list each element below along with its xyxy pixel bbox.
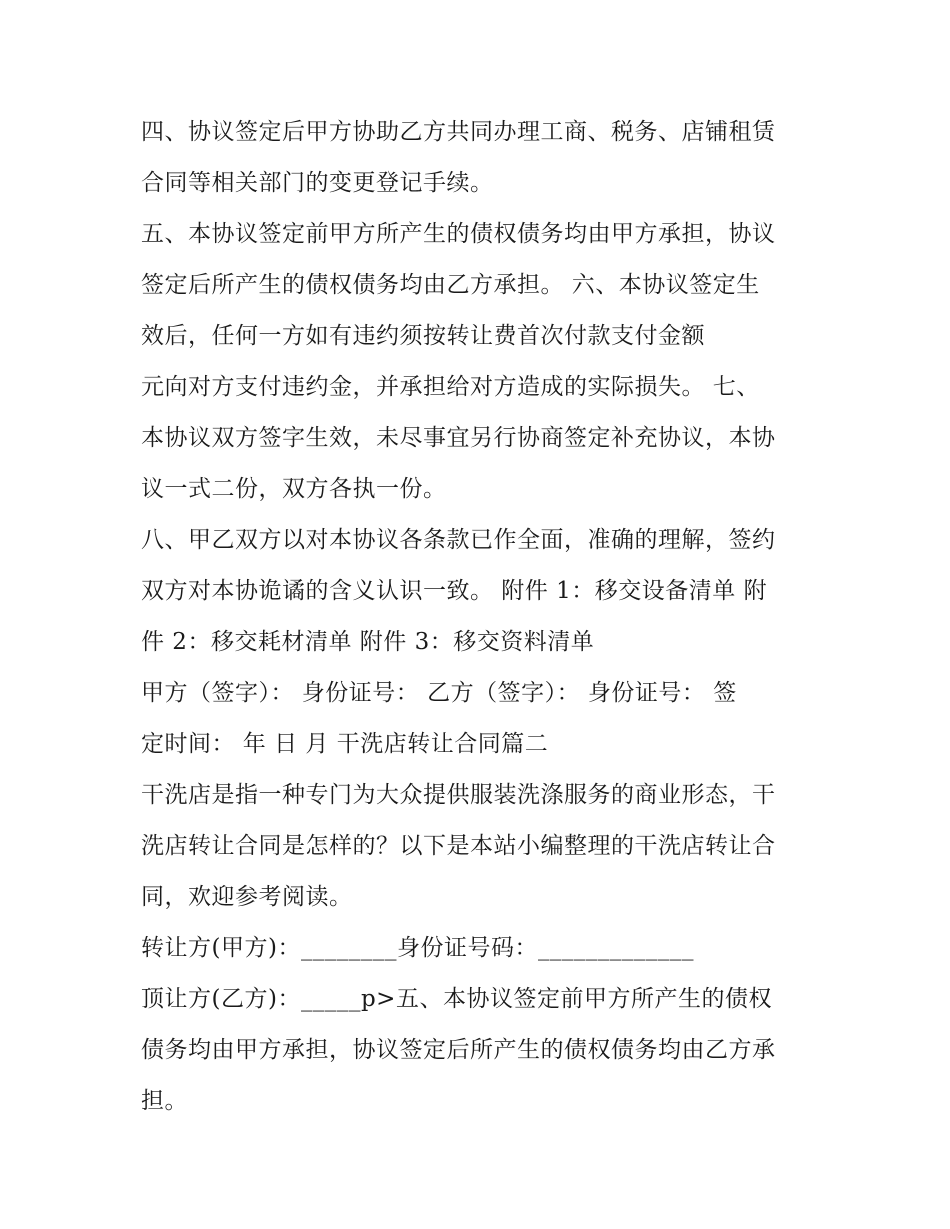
text-line: 本协议双方签字生效，未尽事宜另行协商签定补充协议，本协	[141, 425, 776, 451]
text-line: 元向对方支付违约金，并承担给对方造成的实际损失。 七、	[141, 374, 760, 400]
text-line: 干洗店是指一种专门为大众提供服装洗涤服务的商业形态，干	[141, 782, 776, 808]
text-line: 债务均由甲方承担，协议签定后所产生的债权债务均由乙方承	[141, 1037, 776, 1063]
document-body	[141, 107, 831, 1127]
text-line: 担。	[141, 1088, 188, 1114]
text-line: 四、协议签定后甲方协助乙方共同办理工商、税务、店铺租赁	[141, 119, 776, 145]
text-line: 八、甲乙双方以对本协议各条款已作全面，准确的理解，签约	[141, 527, 776, 553]
text-line: 双方对本协诡谲的含义认识一致。 附件 1：移交设备清单 附	[141, 578, 768, 604]
text-line: 洗店转让合同是怎样的？以下是本站小编整理的干洗店转让合	[141, 833, 776, 859]
text-line: 效后，任何一方如有违约须按转让费首次付款支付金额	[141, 323, 705, 349]
text-line: 合同等相关部门的变更登记手续。	[141, 170, 494, 196]
text-line: 同，欢迎参考阅读。	[141, 884, 353, 910]
text-line: 件 2：移交耗材清单 附件 3：移交资料清单	[141, 629, 595, 655]
text-line: 转让方(甲方)：________身份证号码：_____________	[141, 935, 694, 961]
text-line: 甲方（签字）： 身份证号： 乙方（签字）： 身份证号： 签	[141, 680, 737, 706]
text-line: 顶让方(乙方)：_____p>五、本协议签定前甲方所产生的债权	[141, 986, 772, 1012]
text-line: 议一式二份，双方各执一份。	[141, 476, 447, 502]
text-line: 五、本协议签定前甲方所产生的债权债务均由甲方承担，协议	[141, 221, 776, 247]
text-line: 签定后所产生的债权债务均由乙方承担。 六、本协议签定生	[141, 272, 760, 298]
text-line: 定时间： 年 日 月 干洗店转让合同篇二	[141, 731, 549, 757]
